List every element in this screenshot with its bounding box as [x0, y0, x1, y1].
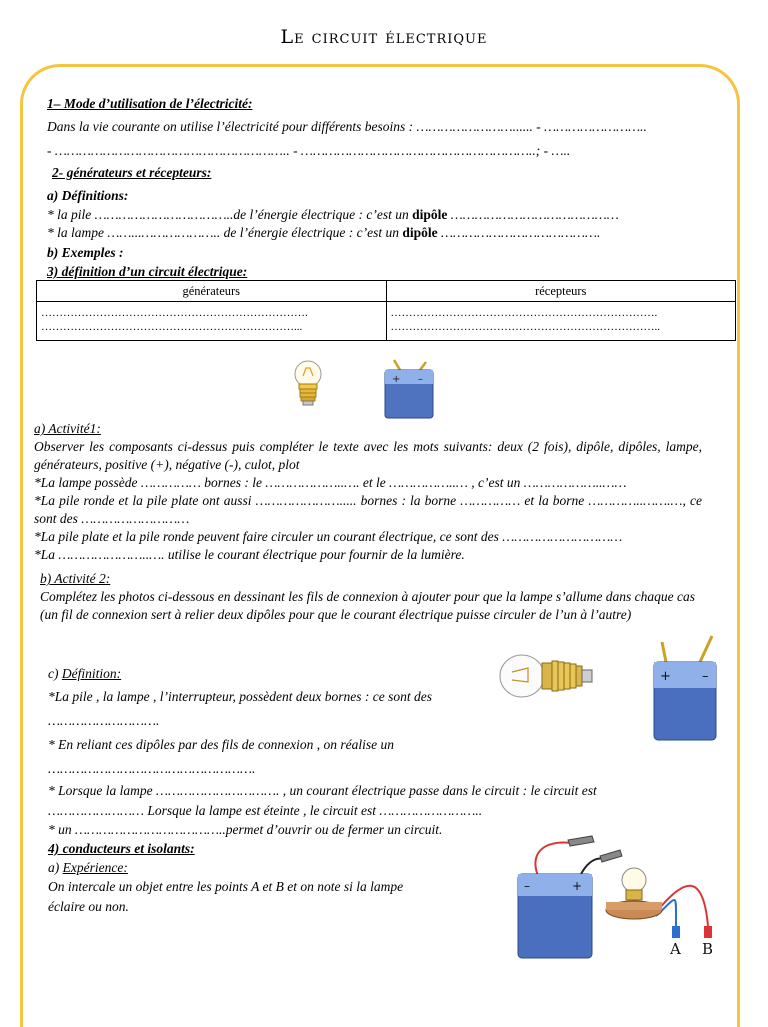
table-header-generateurs: générateurs: [37, 281, 387, 302]
flat-battery-image: [380, 358, 438, 420]
table-cell-line: ………………………………………………………………..: [390, 321, 660, 333]
pile-definition: [47, 206, 619, 224]
definition-line7: * un ………………………………..permet d’ouvrir ou de fermer un circuit.: [48, 822, 443, 837]
activite1-lampe: *La lampe possède …………… bornes : le ………………..…. et le ……………..… , c’est un ………………..……: [34, 475, 627, 490]
lampe-dots: ………………………………….: [437, 225, 601, 240]
section2-heading: 2- générateurs et récepteurs:: [52, 165, 212, 180]
definition-line3: * En reliant ces dipôles par des fils de connexion , on réalise un: [48, 737, 394, 752]
table-cell-line: ……………………………………………………………….: [41, 307, 308, 319]
definitions-heading: a) Définitions:: [47, 188, 129, 203]
pile-text: * la pile ……………………………..de l’énergie électrique : c’est un: [47, 207, 413, 222]
section1-line1: Dans la vie courante on utilise l’électricité pour différents besoins : ……………………...... - ……………………..: [47, 119, 647, 134]
definition-line5: * Lorsque la lampe …………………………. , un courant électrique passe dans le circuit : le circuit est: [48, 783, 597, 798]
label-a: A: [670, 940, 681, 958]
lampe-text: * la lampe ……...……………….. de l’énergie électrique : c’est un: [47, 225, 403, 240]
activite2: [40, 570, 710, 624]
activite1-lumiere: *La …………………..…. utilise le courant électrique pour fournir de la lumière.: [34, 547, 465, 562]
section3-heading-text: 3) définition d’un circuit électrique:: [47, 264, 248, 279]
section1-line2: - ………………………………………………….. - …………………………………………………..; - …..: [47, 143, 571, 158]
definition-line6: …………………… Lorsque la lampe est éteinte , le circuit est ……………………..: [48, 803, 483, 818]
circuit-experiment-image: [508, 830, 730, 960]
label-b: B: [702, 940, 714, 958]
experience-line1: On intercale un objet entre les points A et B et on note si la lampe: [48, 879, 404, 894]
minus-sign: –: [702, 669, 709, 684]
definition-line2: ……………………….: [48, 713, 160, 728]
plus-sign: +: [660, 669, 671, 684]
activite1-instructions: Observer les composants ci-dessus puis compléter le texte avec les mots suivants: deux (2 fois), dipôle, dipôles, lampe, générateurs, positive (+), négative (-), culot, plot: [34, 439, 702, 472]
exemples-heading: b) Exemples :: [47, 245, 124, 260]
activite1-heading: a) Activité1:: [34, 421, 101, 436]
definition-line1: *La pile , la lampe , l’interrupteur, possèdent deux bornes : ce sont des: [48, 689, 432, 704]
minus-sign: –: [524, 879, 530, 893]
experience-title: Expérience:: [62, 860, 128, 875]
section3-heading: [47, 263, 247, 281]
flat-battery-image-large: [650, 632, 720, 744]
definition-heading: [48, 665, 121, 683]
dipole-word: dipôle: [402, 225, 438, 240]
pile-dots: ……………………………………: [447, 207, 619, 222]
table-header-recepteurs: récepteurs: [386, 281, 736, 302]
bulb-image: [286, 358, 330, 414]
table-cell-line: ……………………………………………………………….: [390, 307, 658, 319]
generators-receivers-table: [36, 280, 736, 341]
experience-prefix: a): [48, 860, 63, 875]
experience-line2: éclaire ou non.: [48, 899, 129, 914]
activite2-instructions: Complétez les photos ci-dessous en dessinant les fils de connexion à ajouter pour que la lampe s’allume dans chaque cas (un fil de connexion sert à relier deux dipôles pour que le courant électrique puisse circuler de l’un à l’autre): [40, 589, 696, 622]
activite1-generateurs: *La pile plate et la pile ronde peuvent faire circuler un courant électrique, ce sont des …………………………: [34, 529, 623, 544]
bulb-image-horizontal: [498, 648, 608, 704]
dipole-word: dipôle: [412, 207, 448, 222]
definition-line4: …………………………………………….: [48, 761, 256, 776]
plus-sign: +: [572, 879, 583, 893]
definition-prefix: c): [48, 666, 62, 681]
minus-sign: –: [418, 374, 423, 385]
page-title: Le circuit électrique: [280, 26, 488, 48]
activite1: [34, 420, 702, 564]
activite2-heading: b) Activité 2:: [40, 571, 111, 586]
section1-heading: 1– Mode d’utilisation de l’électricité:: [47, 96, 253, 111]
experience-heading: [48, 859, 128, 877]
definition-title: Définition:: [61, 666, 122, 681]
table-cell-line: ……………………………………………………………...: [41, 321, 303, 333]
activite1-piles: *La pile ronde et la pile plate ont aussi …………………..... bornes : la borne …………… et la borne …………..…….…, ce sont des ………………………: [34, 493, 702, 526]
lampe-definition: [47, 224, 600, 242]
plus-sign: +: [392, 374, 401, 385]
section4-heading: 4) conducteurs et isolants:: [48, 841, 195, 856]
